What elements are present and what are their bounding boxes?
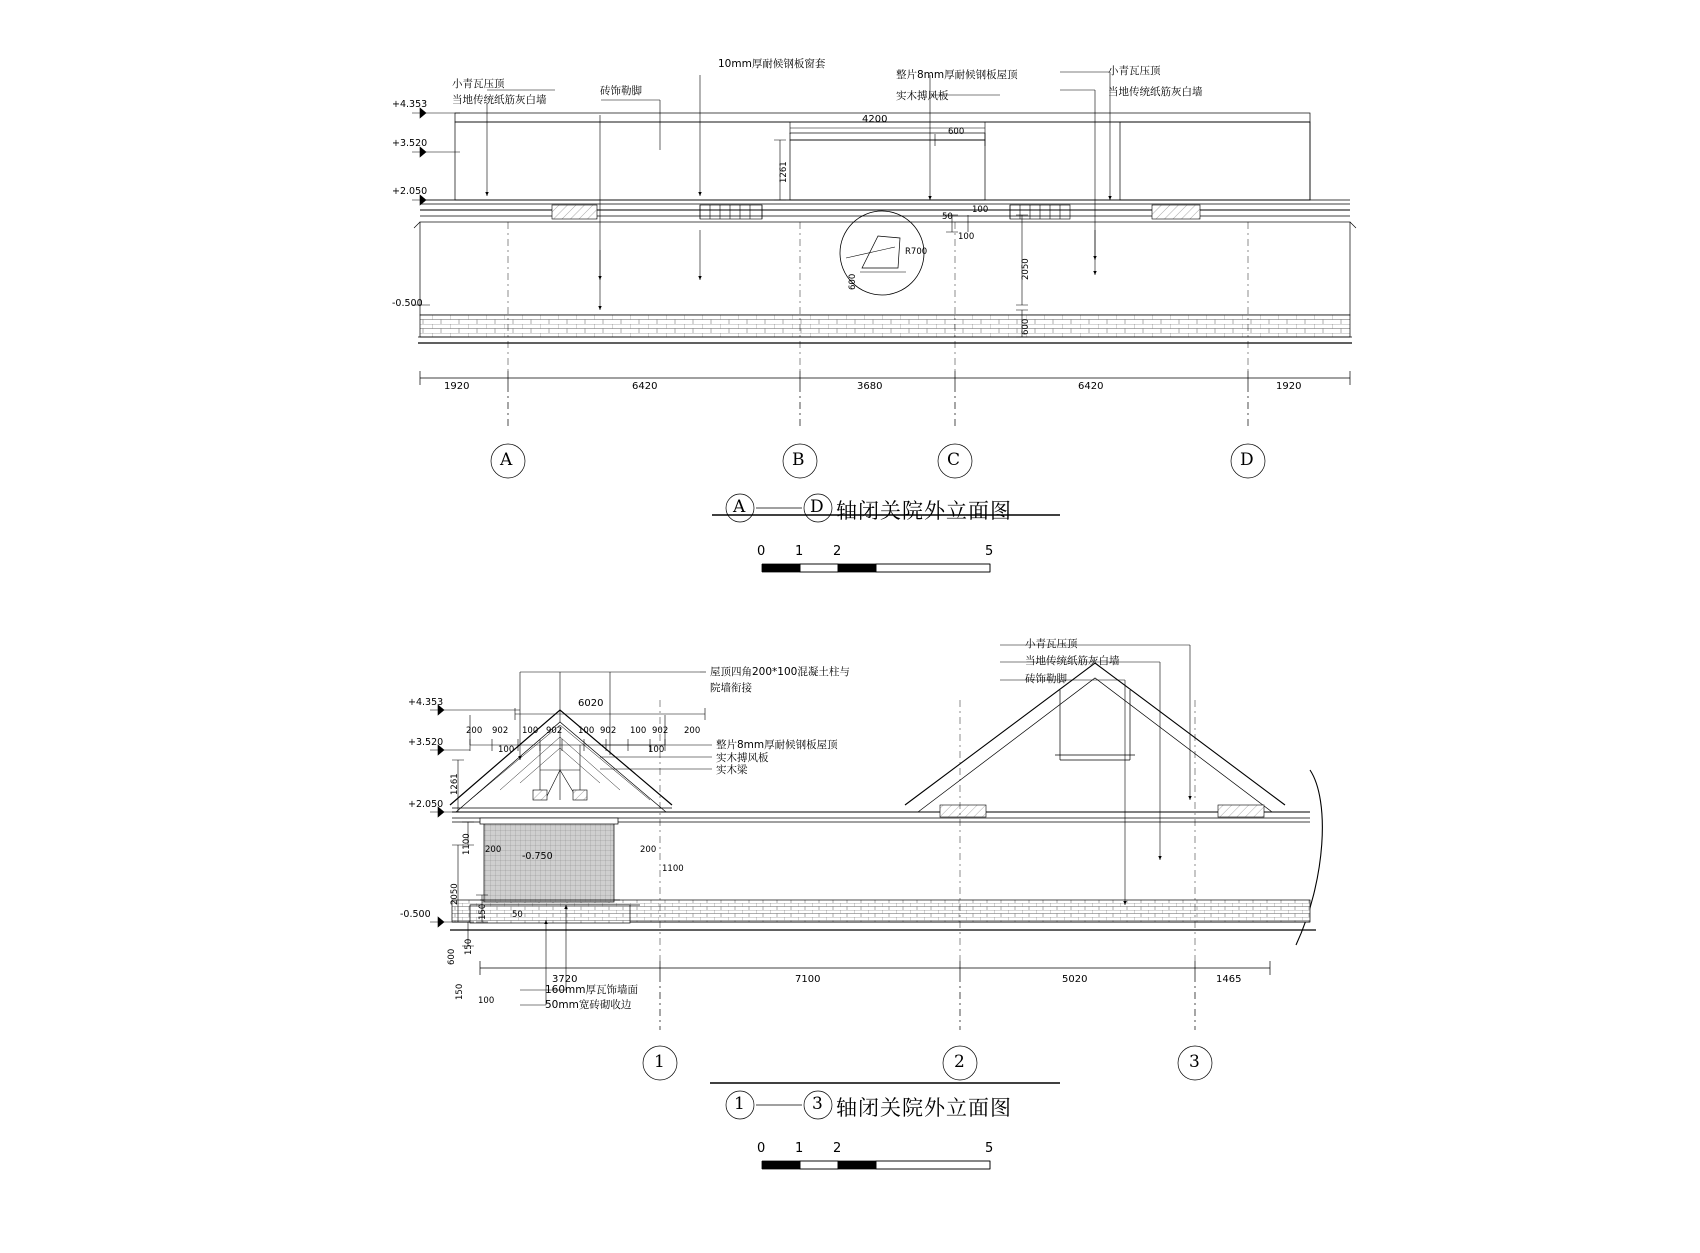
annotation-brick-base-1: 砖饰勒脚 — [600, 85, 642, 97]
dim-bottom-3680: 3680 — [857, 381, 883, 392]
axis-bubble-b: B — [792, 450, 805, 470]
elevation-mark-3520: +3.520 — [392, 138, 428, 149]
dim-bottom-3720: 3720 — [552, 974, 578, 985]
annotation-tile-coping-3: 小青瓦压顶 — [1025, 638, 1078, 650]
view-title-1: 轴闭关院外立面图 — [836, 499, 1012, 523]
dim-150-c-v2: 150 — [455, 983, 465, 1000]
annotation-brick-base-2: 砖饰勒脚 — [1025, 673, 1067, 685]
dim-200-a-v2: 200 — [466, 726, 483, 736]
dim-bottom-1920-left: 1920 — [444, 381, 470, 392]
scale-tick-2-view2: 2 — [833, 1141, 842, 1156]
axis-bubble-a: A — [500, 450, 513, 470]
dim-902-a: 902 — [492, 726, 509, 736]
dim-100-a: 100 — [972, 205, 989, 215]
dim-inner-1100: 1100 — [662, 864, 684, 874]
dim-2050-v2: 2050 — [450, 883, 460, 905]
title-axis-to-1: D — [810, 497, 824, 517]
annotation-steel-roof-2: 整片8mm厚耐候钢板屋顶 — [716, 739, 838, 751]
elevation-mark-n0750-v2: -0.750 — [522, 851, 553, 862]
axis-bubble-1: 1 — [654, 1052, 665, 1072]
annotation-concrete-column-2: 院墙衔接 — [710, 682, 752, 694]
dim-bottom-7100: 7100 — [795, 974, 821, 985]
dim-bottom-6420-right: 6420 — [1078, 381, 1104, 392]
dim-6020: 6020 — [578, 698, 604, 709]
scale-tick-1-view2: 1 — [795, 1141, 804, 1156]
dim-inner-200-b: 200 — [640, 845, 657, 855]
axis-bubble-3: 3 — [1189, 1052, 1200, 1072]
axis-bubble-d: D — [1240, 450, 1254, 470]
dim-1261-a: 1261 — [779, 161, 789, 183]
dim-4200: 4200 — [862, 114, 888, 125]
elevation-mark-n0500-v2: -0.500 — [400, 909, 431, 920]
elevation-mark-2050: +2.050 — [392, 186, 428, 197]
dim-902-b: 902 — [546, 726, 563, 736]
dim-bottom-1465: 1465 — [1216, 974, 1242, 985]
annotation-tile-wall-finish: 160mm厚瓦饰墙面 — [545, 984, 638, 996]
elevation-mark-3520-v2: +3.520 — [408, 737, 444, 748]
dim-902-c: 902 — [600, 726, 617, 736]
dim-100-f-v2: 100 — [478, 996, 495, 1006]
dim-150-b-v2: 150 — [464, 938, 474, 955]
radius-note: R700 — [905, 247, 928, 257]
dim-600-a: 600 — [948, 127, 965, 137]
annotation-concrete-column: 屋顶四角200*100混凝土柱与 — [710, 666, 850, 678]
dim-50-v2: 50 — [512, 910, 523, 920]
annotation-tile-coping-2: 小青瓦压顶 — [1108, 65, 1161, 77]
annotation-white-wall-3: 当地传统纸筋灰白墙 — [1025, 655, 1120, 667]
title-axis-to-2: 3 — [812, 1094, 823, 1114]
annotation-tile-coping-1: 小青瓦压顶 — [452, 78, 505, 90]
elevation-mark-n0500: -0.500 — [392, 298, 423, 309]
dim-902-d: 902 — [652, 726, 669, 736]
dim-2050-a: 2050 — [1021, 258, 1031, 280]
annotation-bargeboard-1: 实木搏风板 — [896, 90, 949, 102]
dim-100-b: 100 — [958, 232, 975, 242]
dim-50-a: 50 — [942, 212, 953, 222]
dim-100-c-v2: 100 — [630, 726, 647, 736]
title-axis-from-2: 1 — [734, 1094, 745, 1114]
elevation-mark-4353-v2: +4.353 — [408, 697, 444, 708]
annotation-window-casing: 10mm厚耐候钢板窗套 — [718, 58, 826, 70]
view-title-2: 轴闭关院外立面图 — [836, 1096, 1012, 1120]
dim-150-a-v2: 150 — [478, 903, 488, 920]
elevation-mark-2050-v2: +2.050 — [408, 799, 444, 810]
annotation-solid-wood-beam: 实木梁 — [716, 764, 748, 776]
title-axis-from-1: A — [733, 497, 746, 517]
axis-bubble-c: C — [947, 450, 961, 470]
annotation-white-wall-1: 当地传统纸筋灰白墙 — [452, 94, 547, 106]
dim-1100-v2: 1100 — [462, 833, 472, 855]
dim-bottom-6420-left: 6420 — [632, 381, 658, 392]
axis-bubble-2: 2 — [954, 1052, 965, 1072]
annotation-steel-roof-1: 整片8mm厚耐候钢板屋顶 — [896, 69, 1018, 81]
elevation-mark-4353: +4.353 — [392, 99, 428, 110]
scale-tick-1-view1: 1 — [795, 544, 804, 559]
dim-100-e-v2: 100 — [648, 745, 665, 755]
dim-600-b: 600 — [1021, 318, 1031, 335]
dim-bottom-5020: 5020 — [1062, 974, 1088, 985]
scale-tick-2-view1: 2 — [833, 544, 842, 559]
scale-tick-5-view2: 5 — [985, 1141, 994, 1156]
annotation-brick-edging: 50mm宽砖砌收边 — [545, 999, 632, 1011]
annotation-white-wall-2: 当地传统纸筋灰白墙 — [1108, 86, 1203, 98]
dim-1261-v2: 1261 — [450, 773, 460, 795]
dim-100-a-v2: 100 — [522, 726, 539, 736]
scale-tick-5-view1: 5 — [985, 544, 994, 559]
dim-100-d-v2: 100 — [498, 745, 515, 755]
annotation-bargeboard-2: 实木搏风板 — [716, 752, 769, 764]
dim-bottom-1920-right: 1920 — [1276, 381, 1302, 392]
dim-200-b-v2: 200 — [684, 726, 701, 736]
dim-100-b-v2: 100 — [578, 726, 595, 736]
dim-600-v2: 600 — [447, 948, 457, 965]
scale-tick-0-view1: 0 — [757, 544, 766, 559]
dim-inner-200-a: 200 — [485, 845, 502, 855]
dim-600-c: 600 — [848, 273, 858, 290]
scale-tick-0-view2: 0 — [757, 1141, 766, 1156]
